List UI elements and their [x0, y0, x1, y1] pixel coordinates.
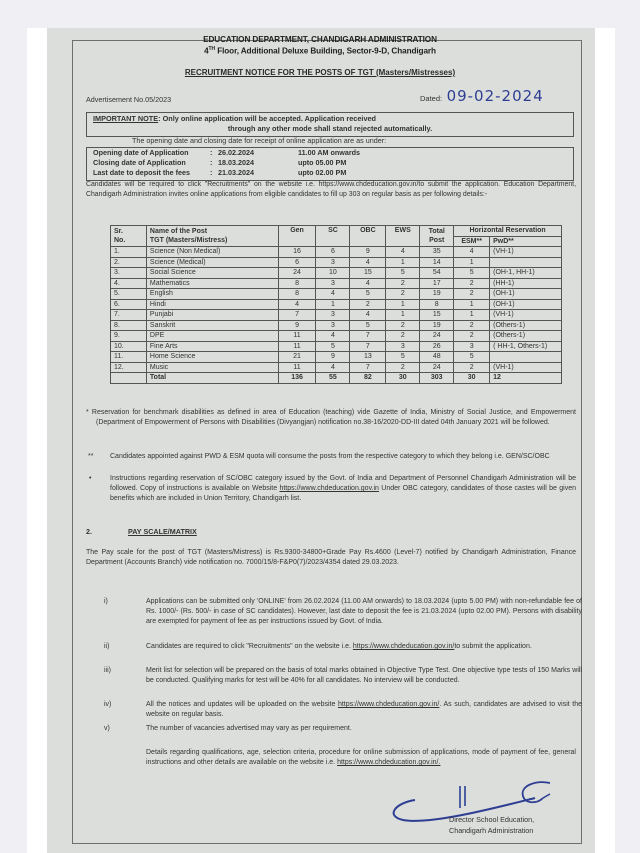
cell-ews: 1 — [386, 310, 420, 321]
address-rest: Floor, Additional Deluxe Building, Sector-9-D, Chandigarh — [215, 46, 436, 56]
col-horizontal-reservation: Horizontal Reservation — [454, 226, 562, 237]
cell-esm: 2 — [454, 362, 490, 373]
footnote-double-star: Candidates appointed against PWD & ESM quota will consume the posts from the respective category to which they belong i.e. GEN/SC/OBC — [110, 453, 550, 460]
cell-sr: 10. — [111, 341, 147, 352]
cell-pwd: (HH-1) — [490, 278, 562, 289]
cell-pwd: (VH-1) — [490, 247, 562, 258]
table-row — [111, 268, 562, 279]
section-2-number: 2. — [86, 527, 92, 536]
date-label: Opening date of Application — [93, 148, 189, 157]
cell-obc: 7 — [350, 331, 386, 342]
cell-esm: 1 — [454, 257, 490, 268]
cell-sc: 5 — [316, 341, 350, 352]
cell-sc: 3 — [316, 278, 350, 289]
cell-pwd — [490, 257, 562, 268]
cell-gen: 24 — [278, 268, 316, 279]
cell-pwd: ( HH-1, Others-1) — [490, 341, 562, 352]
date-label: Closing date of Application — [93, 158, 186, 167]
cell-obc: 4 — [350, 310, 386, 321]
chdeducation-link[interactable]: https://www.chdeducation.gov.in/ — [337, 701, 440, 708]
chdeducation-link[interactable]: https://www.chdeducation.gov.in — [279, 485, 379, 492]
cell-ews: 2 — [386, 331, 420, 342]
dated-value: 09-02-2024 — [446, 87, 544, 105]
cell-sc: 4 — [316, 362, 350, 373]
cell-esm: 2 — [454, 331, 490, 342]
col-post-line1: Name of the Post — [149, 228, 208, 235]
total-label: Total — [146, 373, 278, 384]
vacancy-table — [110, 225, 562, 384]
instruction-text: Applications can be submitted only 'ONLINE' from 26.02.2024 (11.00 AM onwards) to 18.03.2024 (upto 5.00 PM) with non-refundable fee of Rs. 1000/- (Rs. 500/- in case of SC candidates). However, last date to deposit the fee is 21.03.2024 (upto 02.00 PM). Persons with disability are exempted for payment of fee as per instructions issued by Govt. of India. — [146, 598, 582, 625]
date-sep: : — [210, 158, 213, 167]
cell-ews: 2 — [386, 362, 420, 373]
cell-post: Punjabi — [146, 310, 278, 321]
cell-sc: 1 — [316, 299, 350, 310]
cell-esm: 2 — [454, 278, 490, 289]
total-posts: 303 — [420, 373, 454, 384]
footnote-bullet-text: Instructions regarding reservation of SC/OBC category issued by the Govt. of India and Department of Personnel Chandigarh Administration will be followed. Copy of instructions is available on Website — [110, 475, 576, 492]
intro-paragraph: Candidates will be required to click "Recruitments" on the website i.e. https://www.chdeducation.gov.in/to submit the application. Education Department, Chandigarh Administration invites online applications from eligible candidates to fill up 303 on regular basis as per following details:- — [86, 181, 576, 198]
cell-total: 15 — [420, 310, 454, 321]
cell-obc: 7 — [350, 341, 386, 352]
date-sep: : — [210, 168, 213, 177]
table-row — [111, 257, 562, 268]
date-value: 21.03.2024 — [218, 168, 254, 177]
cell-ews: 5 — [386, 352, 420, 363]
cell-pwd: (Others-1) — [490, 331, 562, 342]
cell-total: 48 — [420, 352, 454, 363]
cell-gen: 6 — [278, 257, 316, 268]
cell-sr: 7. — [111, 310, 147, 321]
cell-sc: 3 — [316, 320, 350, 331]
cell-pwd — [490, 352, 562, 363]
col-post-line2: TGT (Masters/Mistress) — [149, 237, 228, 244]
cell-obc: 5 — [350, 320, 386, 331]
cell-sr: 4. — [111, 278, 147, 289]
col-sr-line1: Sr. — [114, 228, 123, 235]
cell-post: Social Science — [146, 268, 278, 279]
cell-sr: 2. — [111, 257, 147, 268]
cell-sr: 9. — [111, 331, 147, 342]
cell-esm: 2 — [454, 289, 490, 300]
cell-obc: 4 — [350, 257, 386, 268]
cell-ews: 4 — [386, 247, 420, 258]
important-note-text1: : Only online application will be accepted. Application received — [158, 114, 377, 123]
instruction-text — [146, 700, 582, 720]
details-paragraph — [146, 748, 576, 768]
instruction-text-pre: Candidates are required to click "Recruitments" on the website i.e. — [146, 643, 353, 650]
cell-total: 17 — [420, 278, 454, 289]
footnote-bullet-text-end: Under OBC category, candidates of those castes will be given benefits which are included in Union Territory, Chandigarh list. — [110, 485, 576, 502]
cell-sc: 10 — [316, 268, 350, 279]
cell-sc: 6 — [316, 247, 350, 258]
table-row — [111, 331, 562, 342]
cell-post: Sanskrit — [146, 320, 278, 331]
date-row-closing — [93, 158, 346, 168]
total-esm: 30 — [454, 373, 490, 384]
cell-total: 19 — [420, 320, 454, 331]
table-row — [111, 352, 562, 363]
date-row-opening — [93, 148, 360, 158]
table-row — [111, 247, 562, 258]
cell-total: 14 — [420, 257, 454, 268]
table-total-row — [111, 373, 562, 384]
important-note-label: IMPORTANT NOTE — [93, 114, 159, 123]
date-row-fees — [93, 168, 346, 178]
cell-gen: 8 — [278, 278, 316, 289]
cell-gen: 7 — [278, 310, 316, 321]
cell-esm: 3 — [454, 341, 490, 352]
dates-intro: The opening date and closing date for receipt of online application are as under: — [132, 136, 387, 145]
cell-pwd: (VH-1) — [490, 362, 562, 373]
instruction-text-post: to submit the application. — [454, 643, 532, 650]
cell-gen: 11 — [278, 362, 316, 373]
col-total-line1: Total — [428, 228, 445, 235]
footnote-double-star-marker: ** — [88, 453, 94, 460]
total-pwd: 12 — [490, 373, 562, 384]
cell-esm: 1 — [454, 299, 490, 310]
date-value: 26.02.2024 — [218, 148, 254, 157]
cell-total: 26 — [420, 341, 454, 352]
date-label: Last date to deposit the fees — [93, 168, 191, 177]
dated-label: Dated: — [420, 94, 443, 103]
address-floor-sup: TH — [208, 46, 216, 52]
cell-post: Science (Non Medical) — [146, 247, 278, 258]
cell-sc: 3 — [316, 310, 350, 321]
instruction-number: ii) — [104, 643, 110, 650]
instruction-number: iii) — [104, 667, 111, 674]
col-sc: SC — [316, 226, 350, 247]
signatory-org: Chandigarh Administration — [449, 826, 534, 835]
cell-sc: 3 — [316, 257, 350, 268]
cell-post: Mathematics — [146, 278, 278, 289]
cell-ews: 2 — [386, 320, 420, 331]
org-name: EDUCATION DEPARTMENT, CHANDIGARH ADMINISTRATION — [203, 35, 437, 44]
cell-sr: 1. — [111, 247, 147, 258]
cell-post: Fine Arts — [146, 341, 278, 352]
footnote-bullet-marker: • — [89, 475, 92, 482]
cell-esm: 5 — [454, 268, 490, 279]
cell-total: 35 — [420, 247, 454, 258]
cell-obc: 5 — [350, 289, 386, 300]
cell-pwd: (Others-1) — [490, 320, 562, 331]
cell-gen: 11 — [278, 331, 316, 342]
col-total — [420, 226, 454, 247]
cell-post: English — [146, 289, 278, 300]
cell-esm: 2 — [454, 320, 490, 331]
cell-post: DPE — [146, 331, 278, 342]
total-sc: 55 — [316, 373, 350, 384]
address-floor: 4 — [204, 46, 209, 56]
important-note-line2: through any other mode shall stand rejected automatically. — [227, 124, 433, 133]
cell-gen: 16 — [278, 247, 316, 258]
cell-pwd: (OH-1) — [490, 299, 562, 310]
cell-obc: 13 — [350, 352, 386, 363]
instruction-text — [146, 642, 582, 652]
table-header-row-1 — [111, 226, 562, 237]
instruction-text-pre: All the notices and updates will be uploaded on the website — [146, 701, 338, 708]
cell-total: 19 — [420, 289, 454, 300]
cell-total: 24 — [420, 362, 454, 373]
cell-obc: 15 — [350, 268, 386, 279]
date-time: upto 05.00 PM — [298, 158, 347, 167]
cell-post: Music — [146, 362, 278, 373]
table-row — [111, 310, 562, 321]
dates-box — [86, 147, 574, 181]
instruction-text: The number of vacancies advertised may vary as per requirement. — [146, 725, 352, 732]
cell-total: 8 — [420, 299, 454, 310]
date-sep: : — [210, 148, 213, 157]
cell-gen: 9 — [278, 320, 316, 331]
table-row — [111, 362, 562, 373]
table-row — [111, 289, 562, 300]
cell-esm: 5 — [454, 352, 490, 363]
col-gen: Gen — [278, 226, 316, 247]
date-value: 18.03.2024 — [218, 158, 254, 167]
cell-ews: 2 — [386, 289, 420, 300]
col-total-line2: Post — [429, 237, 445, 244]
date-time: 11.00 AM onwards — [298, 148, 361, 157]
cell-sc: 4 — [316, 331, 350, 342]
cell-post: Hindi — [146, 299, 278, 310]
chdeducation-link[interactable]: https://www.chdeducation.gov.in/ — [352, 643, 455, 650]
cell-obc: 4 — [350, 278, 386, 289]
cell-gen: 11 — [278, 341, 316, 352]
total-ews: 30 — [386, 373, 420, 384]
vacancy-table-body — [111, 247, 562, 373]
table-row — [111, 320, 562, 331]
footnote-star — [86, 408, 576, 428]
col-sr-line2: No. — [114, 237, 126, 244]
cell-gen: 4 — [278, 299, 316, 310]
total-obc: 82 — [350, 373, 386, 384]
cell-esm: 4 — [454, 247, 490, 258]
cell-post: Science (Medical) — [146, 257, 278, 268]
vacancy-table-wrap — [110, 225, 562, 384]
instruction-number: v) — [104, 725, 110, 732]
cell-ews: 1 — [386, 299, 420, 310]
cell-sr: 11. — [111, 352, 147, 363]
important-note-box — [86, 112, 574, 137]
date-time: upto 02.00 PM — [298, 168, 347, 177]
cell-pwd: (VH-1) — [490, 310, 562, 321]
footnote-star-text: * Reservation for benchmark disabilities as defined in area of Education (teaching) vide Gazette of India, Ministry of Social Justice, and Empowerment (Department of Empowerment of Persons with Disabilities (Divyangjan) notification no.38-16/2020-DD-III dated 04th January 2021 will be followed. — [86, 409, 576, 426]
advertisement-number: Advertisement No.05/2023 — [86, 95, 172, 104]
cell-obc: 7 — [350, 362, 386, 373]
col-esm: ESM** — [454, 236, 490, 247]
cell-post: Home Science — [146, 352, 278, 363]
cell-gen: 21 — [278, 352, 316, 363]
col-ews: EWS — [386, 226, 420, 247]
org-address — [0, 46, 640, 56]
col-obc: OBC — [350, 226, 386, 247]
cell-ews: 1 — [386, 257, 420, 268]
cell-pwd: (OH-1, HH-1) — [490, 268, 562, 279]
instruction-number: iv) — [104, 701, 112, 708]
cell-obc: 2 — [350, 299, 386, 310]
cell-total: 54 — [420, 268, 454, 279]
cell-sr: 5. — [111, 289, 147, 300]
notice-title: RECRUITMENT NOTICE FOR THE POSTS OF TGT (Masters/Mistresses) — [184, 68, 456, 77]
signatory-title: Director School Education, — [449, 815, 535, 824]
col-post — [146, 226, 278, 247]
table-row — [111, 299, 562, 310]
instruction-number: i) — [104, 598, 108, 605]
cell-ews: 5 — [386, 268, 420, 279]
chdeducation-link[interactable]: https://www.chdeducation.gov.in/. — [337, 759, 441, 766]
footnote-bullet — [110, 474, 576, 504]
instruction-text: Merit list for selection will be prepared on the basis of total marks obtained in Objective Type Test. One objective type tests of 150 Marks will be conducted. Qualifying marks for test will be 40% for all candidates. No interview will be conducted. — [146, 667, 582, 684]
cell-esm: 1 — [454, 310, 490, 321]
cell-pwd: (OH-1) — [490, 289, 562, 300]
instruction-item — [104, 666, 584, 696]
instruction-text-post: . As such, candidates are advised to visit the website on regular basis. — [146, 701, 582, 718]
table-row — [111, 278, 562, 289]
section-2-heading: PAY SCALE/MATRIX — [128, 527, 197, 536]
important-note-line1 — [93, 114, 376, 124]
col-pwd: PwD** — [490, 236, 562, 247]
instruction-item — [104, 724, 584, 734]
total-sr — [111, 373, 147, 384]
cell-gen: 8 — [278, 289, 316, 300]
dated — [420, 87, 544, 106]
cell-sr: 6. — [111, 299, 147, 310]
cell-sr: 12. — [111, 362, 147, 373]
cell-ews: 2 — [386, 278, 420, 289]
total-gen: 136 — [278, 373, 316, 384]
cell-total: 24 — [420, 331, 454, 342]
details-text: Details regarding qualifications, age, selection criteria, procedure for online submission of applications, mode of payment of fee, general instructions and other details are available on the website i.e. — [146, 749, 576, 766]
cell-sr: 3. — [111, 268, 147, 279]
table-row — [111, 341, 562, 352]
instruction-item — [104, 700, 584, 720]
cell-obc: 9 — [350, 247, 386, 258]
instruction-item — [104, 642, 584, 662]
col-sr — [111, 226, 147, 247]
instruction-item — [104, 597, 584, 637]
cell-sr: 8. — [111, 320, 147, 331]
cell-sc: 9 — [316, 352, 350, 363]
cell-ews: 3 — [386, 341, 420, 352]
pay-scale-paragraph: The Pay scale for the post of TGT (Masters/Mistress) is Rs.9300-34800+Grade Pay Rs.4600 (Level-7) notified by Chandigarh Administration, Finance Department (Accounts Branch) vide notification no. 7000/15/8-F&P0(7)/2023/4354 dated 29.03.2023. — [86, 549, 576, 566]
cell-sc: 4 — [316, 289, 350, 300]
